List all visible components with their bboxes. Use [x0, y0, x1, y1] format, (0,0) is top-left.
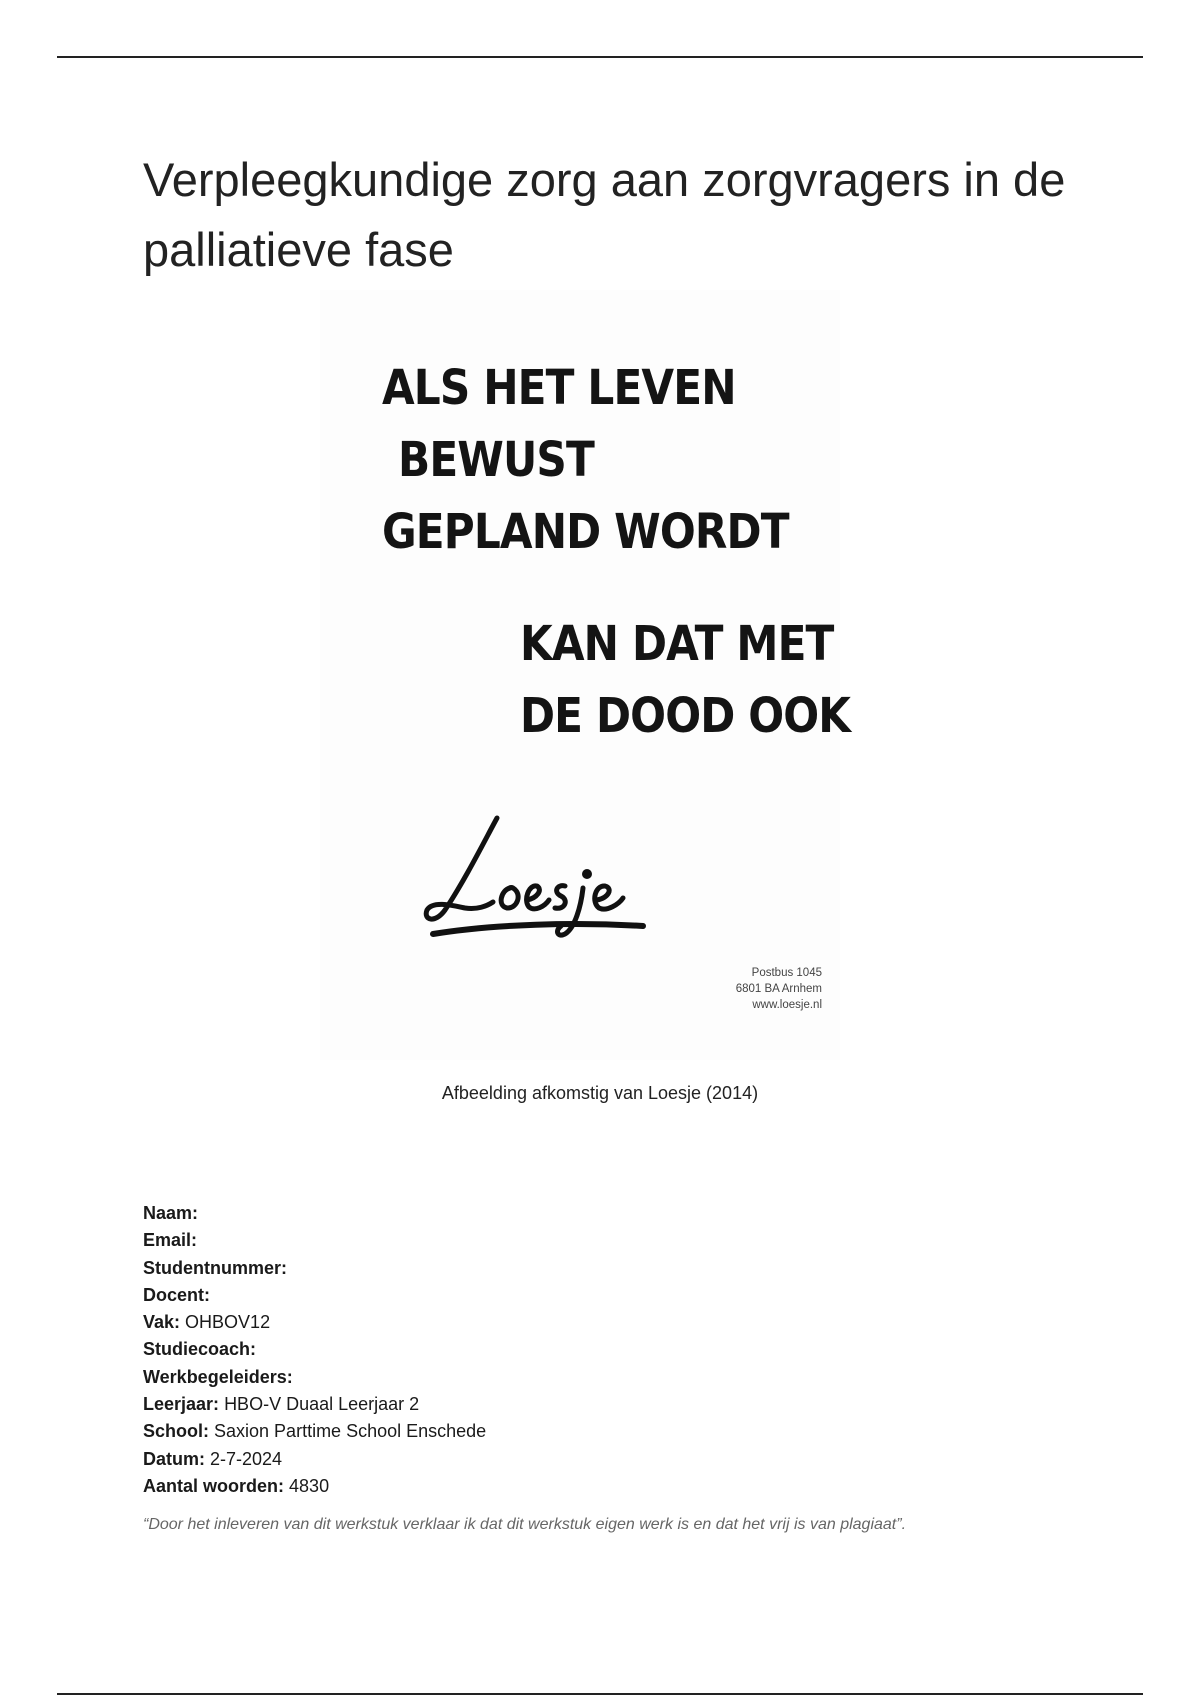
document-title: Verpleegkundige zorg aan zorgvragers in de palliatieve fase [143, 153, 1066, 276]
poster-slogan-line: BEWUST [398, 432, 594, 488]
detail-row-werkbegeleiders [143, 1364, 486, 1391]
detail-row-leerjaar [143, 1391, 486, 1418]
student-details [143, 1200, 486, 1500]
detail-row-naam [143, 1200, 486, 1227]
detail-row-studentnummer [143, 1255, 486, 1282]
detail-row-email [143, 1227, 486, 1254]
detail-label: Naam: [143, 1203, 199, 1223]
detail-label: Aantal woorden: [143, 1475, 285, 1496]
poster-slogan-line: ALS HET LEVEN [382, 360, 736, 416]
poster-address [736, 965, 822, 1013]
detail-row-docent [143, 1282, 486, 1309]
detail-row-datum [143, 1446, 486, 1473]
detail-label: Werkbegeleiders: [143, 1366, 293, 1387]
address-line: www.loesje.nl [752, 999, 822, 1011]
poster-slogan-line: DE DOOD OOK [520, 688, 851, 744]
poster-slogan-line: KAN DAT MET [520, 616, 834, 672]
detail-value: 2-7-2024 [210, 1448, 283, 1469]
detail-row-aantal-woorden [143, 1473, 486, 1500]
plagiarism-declaration: “Door het inleveren van dit werkstuk verklaar ik dat dit werkstuk eigen werk is en dat het vrij is van plagiaat”. [143, 1516, 907, 1533]
address-line: Postbus 1045 [751, 967, 822, 979]
detail-row-studiecoach [143, 1336, 486, 1363]
detail-label: Datum: [143, 1448, 205, 1469]
top-divider [57, 56, 1143, 58]
poster-slogan-line: GEPLAND WORDT [382, 504, 789, 560]
loesje-logo [415, 810, 675, 950]
detail-value: OHBOV12 [185, 1312, 271, 1333]
detail-label: Leerjaar: [143, 1394, 220, 1415]
image-caption: Afbeelding afkomstig van Loesje (2014) [441, 1083, 759, 1103]
bottom-divider [57, 1693, 1143, 1695]
detail-label: School: [143, 1421, 209, 1442]
address-line: 6801 BA Arnhem [735, 983, 822, 995]
detail-value: 4830 [289, 1475, 330, 1496]
detail-value: HBO-V Duaal Leerjaar 2 [224, 1394, 420, 1415]
detail-row-vak [143, 1309, 486, 1336]
detail-value: Saxion Parttime School Enschede [214, 1421, 487, 1442]
detail-label: Studentnummer: [143, 1257, 287, 1278]
loesje-poster-image [320, 290, 851, 1060]
detail-row-school [143, 1418, 486, 1445]
detail-label: Email: [143, 1230, 198, 1251]
detail-label: Docent: [143, 1284, 210, 1305]
detail-label: Studiecoach: [143, 1339, 257, 1360]
detail-label: Vak: [143, 1312, 181, 1333]
